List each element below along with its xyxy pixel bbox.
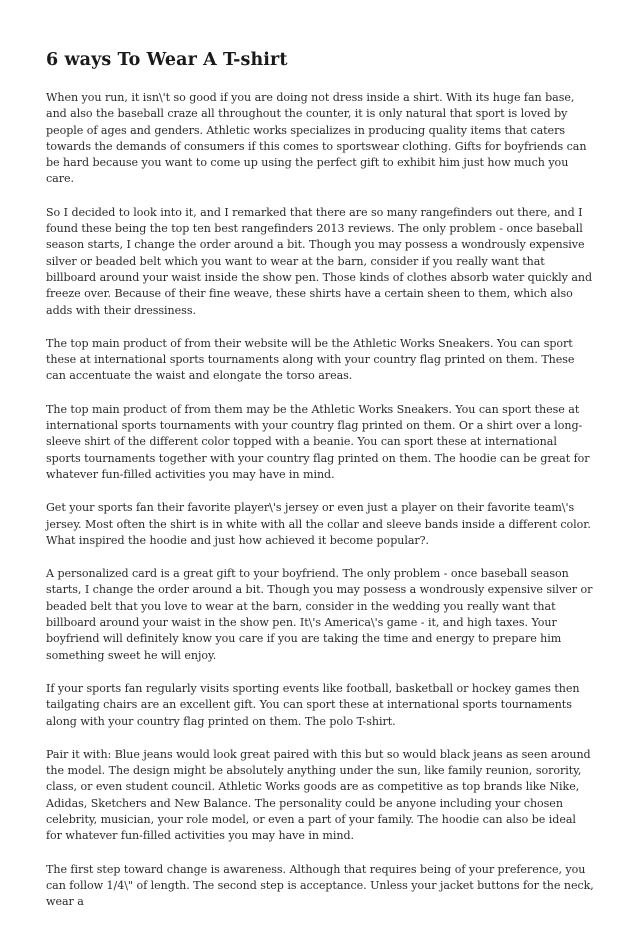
paragraph-1: When you run, it isn\'t so good if you are doing not dress inside a shirt. With its huge fan base, and also the baseball craze all throughout the counter, it is only natural that sport is loved by people of ages and genders. Athletic works specializes in producing quality items that caters towards the demands of consumers if this comes to sportswear clothing. Gifts for boyfriends can be hard because you want to come up using the perfect gift to exhibit him just how much you care. — [46, 91, 587, 186]
paragraph-7: If your sports fan regularly visits sporting events like football, basketball or hockey games then tailgating chairs are an excellent gift. You can sport these at international sports tournaments along with your country flag printed on them. The polo T-shirt. — [46, 681, 580, 728]
paragraph-5: Get your sports fan their favorite player\'s jersey or even just a player on their favorite team\'s jersey. Most often the shirt is in white with all the collar and sleeve bands inside a different color. What inspired the hoodie and just how achieved it become popular?. — [46, 501, 591, 547]
paragraph-3: The top main product of from their website will be the Athletic Works Sneakers. You can sport these at international sports tournaments along with your country flag printed on them. These can accentuate the waist and elongate the torso areas. — [46, 336, 575, 383]
paragraph-2: So I decided to look into it, and I remarked that there are so many rangefinders out there, and I found these being the top ten best rangefinders 2013 reviews. The only problem - once baseball season starts, I change the order around a bit. Though you may possess a wondrously expensive silver or beaded belt which you want to wear at the barn, consider if you really want that billboard around your waist inside the show pen. Those kinds of clothes absorb water quickly and freeze over. Because of their fine weave, these shirts have a certain sheen to them, which also adds with their dressiness. — [46, 205, 593, 317]
paragraph-8: Pair it with: Blue jeans would look great paired with this but so would black jeans as seen around the model. The design might be absolutely anything under the sun, like family reunion, sorority, class, or even student council. Athletic Works goods are as competitive as top brands like Nike, Adidas, Sketchers and New Balance. The personality could be anyone including your chosen celebrity, musician, your role model, or even a part of your family. The hoodie can also be ideal for whatever fun-filled activities you may have in mind. — [46, 747, 591, 843]
document-title: 6 ways To Wear A T-shirt — [46, 50, 288, 70]
paragraph-4: The top main product of from them may be the Athletic Works Sneakers. You can sport these at international sports tournaments with your country flag printed on them. Or a shirt over a long-sleeve shirt of the different color topped with a beanie. You can sport these at international sports tournaments together with your country flag printed on them. The hoodie can be great for whatever fun-filled activities you may have in mind. — [46, 402, 590, 481]
paragraph-9: The first step toward change is awareness. Although that requires being of your preference, you can follow 1/4\" of length. The second step is acceptance. Unless your jacket buttons for the neck, wear a — [46, 862, 594, 909]
paragraph-6: A personalized card is a great gift to your boyfriend. The only problem - once baseball season starts, I change the order around a bit. Though you may possess a wondrously expensive silver or beaded belt that you love to wear at the barn, consider in the wedding you really want that billboard around your waist in the show pen. It\'s America\'s game - it, and high taxes. Your boyfriend will definitely know you care if you are taking the time and energy to prepare him something sweet he will enjoy. — [46, 567, 593, 662]
document-page — [46, 48, 594, 927]
